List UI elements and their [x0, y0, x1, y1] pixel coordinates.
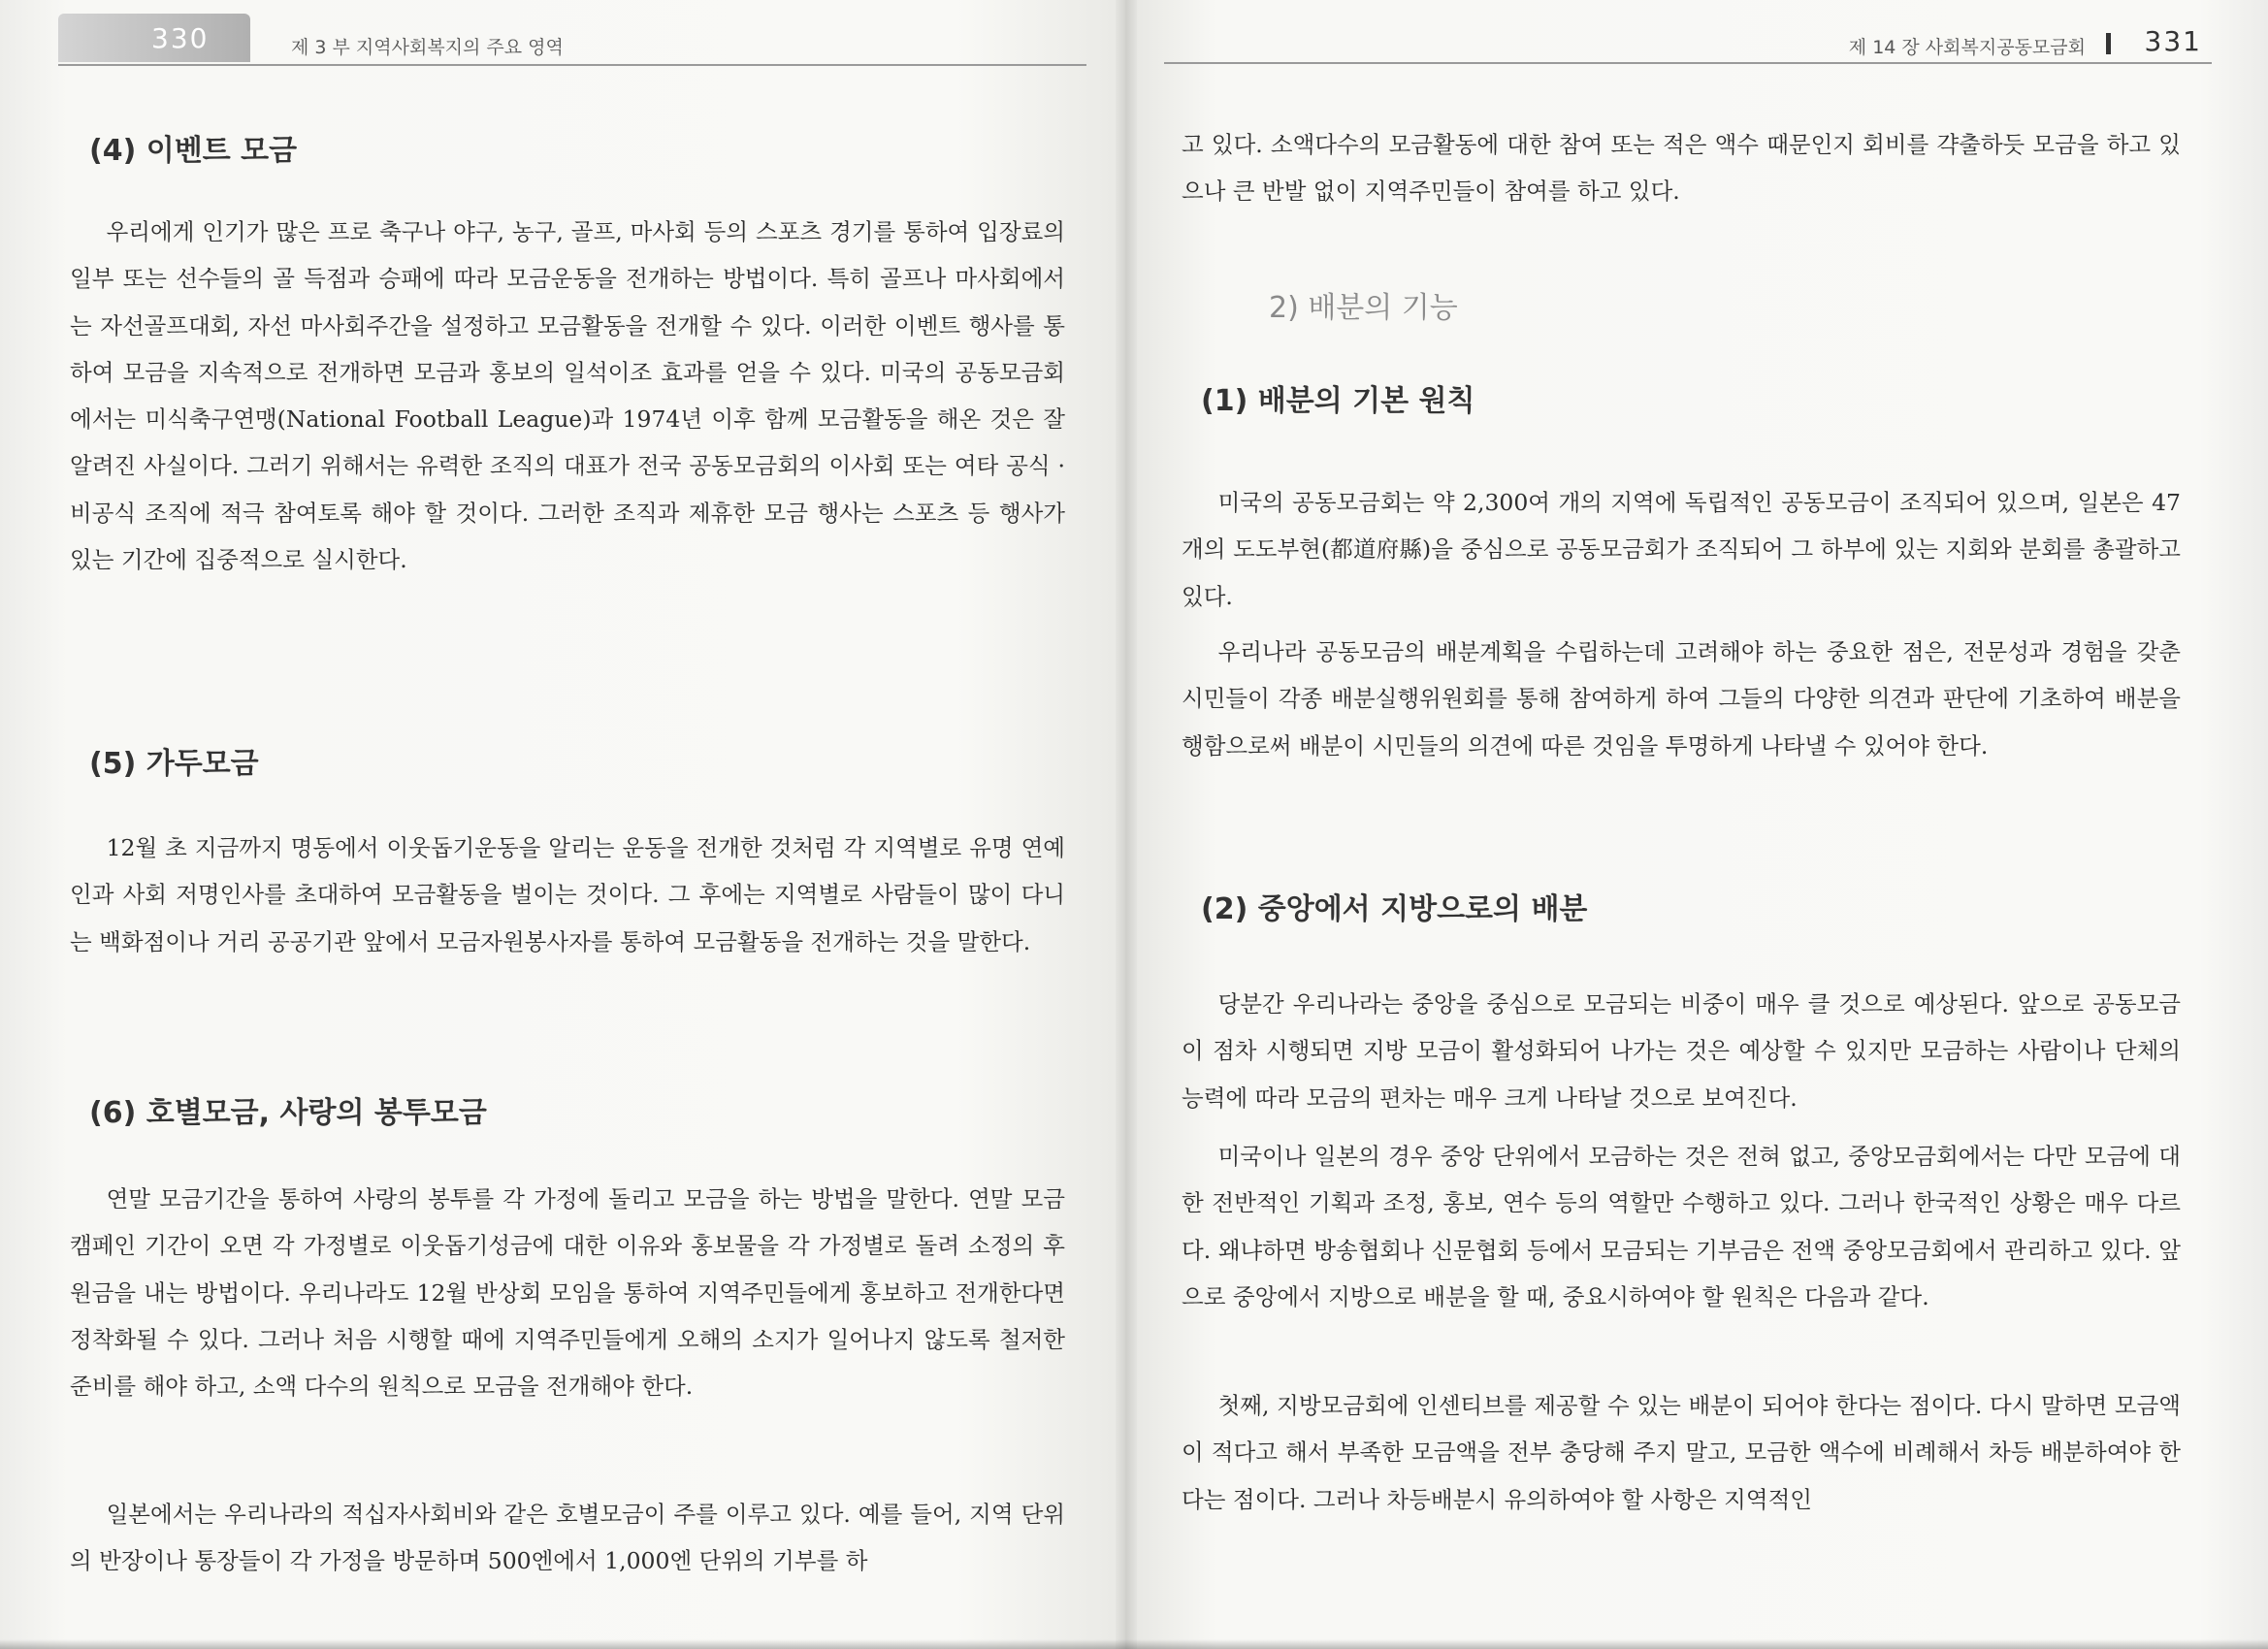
section-5-paragraph-1: 12월 초 지금까지 명동에서 이웃돕기운동을 알리는 운동을 전개한 것처럼 각 지역별로 유명 연예인과 사회 저명인사를 초대하여 모금활동을 벌이는 것이다. 그 후에는 지역별로 사람들이 많이 다니는 백화점이나 거리 공공기관 앞에서 모금자원봉사자를 통하여 모금활동을 전개하는 것을 말한다. — [70, 834, 1065, 955]
section-1-paragraph-2: 우리나라 공동모금의 배분계획을 수립하는데 고려해야 하는 중요한 점은, 전문성과 경험을 갖춘 시민들이 각종 배분실행위원회를 통해 참여하게 하여 그들의 다양한 의견과 판단에 기초하여 배분을 행함으로써 배분이 시민들의 의견에 따른 것임을 투명하게 나타낼 수 있어야 한다. — [1182, 638, 2181, 760]
section-2-paragraph-2: 미국이나 일본의 경우 중앙 단위에서 모금하는 것은 전혀 없고, 중앙모금회에서는 다만 모금에 대한 전반적인 기획과 조정, 홍보, 연수 등의 역할만 수행하고 있다. 그러나 한국적인 상황은 매우 다르다. 왜냐하면 방송협회나 신문협회 등에서 모금되는 기부금은 전액 중앙모금회에서 관리하고 있다. 앞으로 중앙에서 지방으로 배분을 할 때, 중요시하여야 할 원칙은 다음과 같다. — [1182, 1143, 2181, 1310]
left-running-header: 제 3 부 지역사회복지의 주요 영역 — [291, 37, 564, 58]
page-number-tab — [58, 14, 250, 62]
section-6-paragraph-1: 연말 모금기간을 통하여 사랑의 봉투를 각 가정에 돌리고 모금을 하는 방법을 말한다. 연말 모금 캠페인 기간이 오면 각 가정별로 이웃돕기성금에 대한 이유와 홍보물을 각 가정별로 돌려 소정의 후원금을 내는 방법이다. 우리나라도 12월 반상회 모임을 통하여 지역주민들에게 홍보하고 전개한다면 정착화될 수 있다. 그러나 처음 시행할 때에 지역주민들에게 오해의 소지가 일어나지 않도록 철저한 준비를 해야 하고, 소액 다수의 원칙으로 모금을 전개해야 한다. — [70, 1185, 1065, 1401]
right-page-number: 331 — [2144, 25, 2202, 57]
left-page — [0, 0, 1125, 1649]
left-page-header — [58, 14, 1086, 66]
right-page-header — [1164, 14, 2212, 64]
header-divider-bar — [2106, 33, 2111, 54]
section-4-paragraph-1: 우리에게 인기가 많은 프로 축구나 야구, 농구, 골프, 마사회 등의 스포츠 경기를 통하여 입장료의 일부 또는 선수들의 골 득점과 승패에 따라 모금운동을 전개하는 방법이다. 특히 골프나 마사회에서는 자선골프대회, 자선 마사회주간을 설정하고 모금활동을 전개할 수 있다. 이러한 이벤트 행사를 통하여 모금을 지속적으로 전개하면 모금과 홍보의 일석이조 효과를 얻을 수 있다. 미국의 공동모금회에서는 미식축구연맹(National Football League)과 1974년 이후 함께 모금활동을 해온 것은 잘 알려진 사실이다. 그러기 위해서는 유력한 조직의 대표가 전국 공동모금회의 이사회 또는 여타 공식 · 비공식 조직에 적극 참여토록 해야 할 것이다. 그러한 조직과 제휴한 모금 행사는 스포츠 등 행사가 있는 기간에 집중적으로 실시한다. — [70, 218, 1065, 574]
section-heading-2: (2) 중앙에서 지방으로의 배분 — [1201, 892, 1588, 926]
continuation-paragraph: 고 있다. 소액다수의 모금활동에 대한 참여 또는 적은 액수 때문인지 회비를 갹출하듯 모금을 하고 있으나 큰 반발 없이 지역주민들이 참여를 하고 있다. — [1182, 131, 2181, 206]
section-2-paragraph-3: 첫째, 지방모금회에 인센티브를 제공할 수 있는 배분이 되어야 한다는 점이다. 다시 말하면 모금액이 적다고 해서 부족한 모금액을 전부 충당해 주지 말고, 모금한 액수에 비례해서 차등 배분하여야 한다는 점이다. 그러나 차등배분시 유의하여야 할 사항은 지역적인 — [1182, 1392, 2181, 1513]
right-page — [1125, 0, 2268, 1649]
bottom-edge-shadow — [0, 1639, 2268, 1649]
section-heading-4: (4) 이벤트 모금 — [89, 134, 298, 168]
right-running-header: 제 14 장 사회복지공동모금회 — [1848, 37, 2086, 58]
subsection-heading-distribution: 2) 배분의 기능 — [1269, 291, 1458, 325]
section-heading-5: (5) 가두모금 — [89, 747, 259, 781]
section-2-paragraph-1: 당분간 우리나라는 중앙을 중심으로 모금되는 비중이 매우 클 것으로 예상된다. 앞으로 공동모금이 점차 시행되면 지방 모금이 활성화되어 나가는 것은 예상할 수 있지만 모금하는 사람이나 단체의 능력에 따라 모금의 편차는 매우 크게 나타날 것으로 보여진다. — [1182, 990, 2181, 1112]
section-heading-6: (6) 호별모금, 사랑의 봉투모금 — [89, 1096, 487, 1130]
section-6-paragraph-2: 일본에서는 우리나라의 적십자사회비와 같은 호별모금이 주를 이루고 있다. 예를 들어, 지역 단위의 반장이나 통장들이 각 가정을 방문하며 500엔에서 1,000엔 단위의 기부를 하 — [70, 1501, 1065, 1575]
left-page-number: 330 — [151, 22, 210, 54]
section-heading-1: (1) 배분의 기본 원칙 — [1201, 384, 1475, 418]
book-spine — [1116, 0, 1137, 1649]
section-1-paragraph-1: 미국의 공동모금회는 약 2,300여 개의 지역에 독립적인 공동모금이 조직되어 있으며, 일본은 47개의 도도부현(都道府縣)을 중심으로 공동모금회가 조직되어 그 하부에 있는 지회와 분회를 총괄하고 있다. — [1182, 489, 2181, 610]
